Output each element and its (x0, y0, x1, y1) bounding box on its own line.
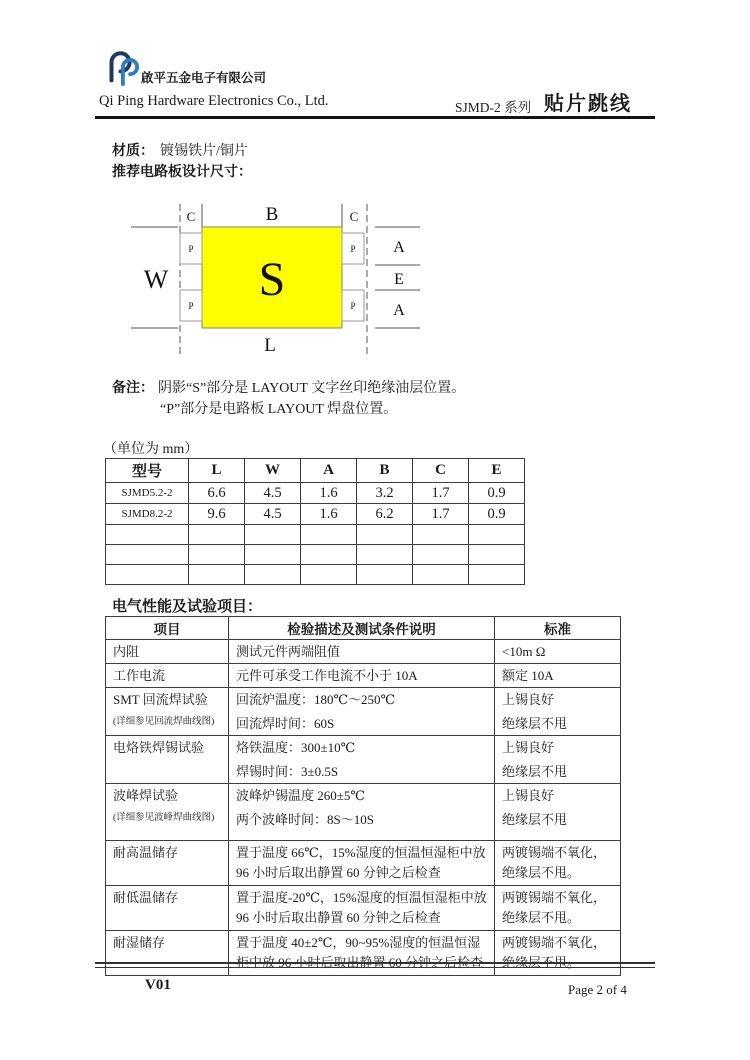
value-cell: 1.7 (413, 483, 469, 504)
col-header: L (189, 459, 245, 483)
value-cell: 4.5 (245, 504, 301, 525)
table-row (106, 504, 525, 525)
table-row (106, 664, 621, 688)
empty-cell (469, 545, 525, 565)
dimension-table (105, 458, 525, 585)
value-cell: 6.2 (357, 504, 413, 525)
dim-label-l: L (264, 335, 276, 356)
header-rule (95, 116, 655, 119)
version-label: V01 (145, 977, 171, 993)
unit-note: （单位为 mm） (103, 442, 199, 457)
desc-cell (229, 688, 495, 736)
pcb-layout-diagram (118, 196, 440, 364)
table-row-empty (106, 525, 525, 545)
col-header: 检验描述及测试条件说明 (229, 617, 495, 640)
empty-cell (106, 565, 189, 585)
std-cell (495, 784, 621, 841)
empty-cell (189, 545, 245, 565)
model-cell: SJMD8.2-2 (106, 504, 189, 525)
std-cell (495, 688, 621, 736)
empty-cell (301, 525, 357, 545)
col-header: C (413, 459, 469, 483)
item-cell (106, 736, 229, 784)
empty-cell (357, 565, 413, 585)
desc-cell (229, 736, 495, 784)
value-cell: 6.6 (189, 483, 245, 504)
remark-line-2: “P”部分是电路板 LAYOUT 焊盘位置。 (160, 402, 398, 417)
desc-text: 置于温度-20℃，15%湿度的恒温恒湿柜中放 96 小时后取出静置 60 分钟之后检查 (236, 890, 487, 925)
table-header-row (106, 459, 525, 483)
desc-text: 元件可承受工作电流不小于 10A (236, 668, 418, 683)
company-name-en: Qi Ping Hardware Electronics Co., Ltd. (99, 93, 329, 109)
table-row-empty (106, 565, 525, 585)
item-cell (106, 841, 229, 886)
empty-cell (301, 565, 357, 585)
std-cell (495, 841, 621, 886)
material-value: 镀锡铁片/铜片 (160, 144, 248, 159)
std-text: 上锡良好 (502, 788, 555, 803)
empty-cell (245, 545, 301, 565)
silkscreen-label: S (258, 253, 286, 306)
table-row (106, 931, 621, 976)
value-cell: 1.6 (301, 483, 357, 504)
desc-text: 烙铁温度：300±10℃ (236, 740, 356, 755)
std-text: 上锡良好 (502, 740, 555, 755)
pad-label: P (188, 301, 194, 311)
table-row (106, 688, 621, 736)
item-text: 波峰焊试验 (113, 788, 179, 803)
desc-cell (229, 664, 495, 688)
std-cell (495, 640, 621, 664)
series-label: SJMD-2 系列 (455, 100, 532, 115)
table-row-empty (106, 545, 525, 565)
page-number: Page 2 of 4 (568, 982, 627, 997)
dim-label-a: A (393, 239, 405, 256)
table-row (106, 640, 621, 664)
item-note: (详细参见回流焊曲线图) (113, 717, 215, 727)
std-cell (495, 736, 621, 784)
dim-label-b: B (265, 204, 279, 225)
value-cell: 1.7 (413, 504, 469, 525)
pcb-design-heading: 推荐电路板设计尺寸： (112, 165, 252, 180)
item-cell (106, 886, 229, 931)
item-text: 耐低温储存 (113, 890, 179, 905)
remark-line-1 (112, 377, 465, 397)
table-row (106, 736, 621, 784)
desc-text: 置于温度 40±2℃，90~95%湿度的恒温恒湿柜中放 96 小时后取出静置 60 分钟之后检查 (236, 935, 484, 970)
empty-cell (469, 525, 525, 545)
remark-text-1: 阴影“S”部分是 LAYOUT 文字丝印绝缘油层位置。 (158, 381, 466, 396)
empty-cell (357, 545, 413, 565)
empty-cell (245, 565, 301, 585)
value-cell: 0.9 (469, 483, 525, 504)
std-text: 额定 10A (502, 668, 554, 683)
desc-cell (229, 784, 495, 841)
dim-label-a: A (393, 302, 405, 319)
empty-cell (106, 525, 189, 545)
table-row (106, 841, 621, 886)
std-cell (495, 664, 621, 688)
footer-rule (95, 962, 655, 968)
item-text: 工作电流 (113, 668, 166, 683)
table-header-row (106, 617, 621, 640)
empty-cell (245, 525, 301, 545)
empty-cell (469, 565, 525, 585)
empty-cell (189, 525, 245, 545)
material-line (112, 140, 248, 160)
std-text: 上锡良好 (502, 692, 555, 707)
desc-text: 焊锡时间：3±0.5S (236, 764, 339, 779)
empty-cell (413, 565, 469, 585)
empty-cell (357, 525, 413, 545)
std-text: 绝缘层不甩 (502, 764, 568, 779)
company-name-cn: 啟平五金电子有限公司 (141, 71, 267, 85)
value-cell: 0.9 (469, 504, 525, 525)
desc-text: 测试元件两端阻值 (236, 644, 341, 659)
item-cell (106, 931, 229, 976)
value-cell: 1.6 (301, 504, 357, 525)
company-logo-icon (102, 49, 140, 87)
desc-text: 回流炉温度：180℃～250℃ (236, 692, 396, 707)
desc-cell (229, 886, 495, 931)
std-text: 绝缘层不甩 (502, 716, 568, 731)
desc-text: 两个波峰时间：8S～10S (236, 812, 374, 827)
col-header: 型号 (106, 459, 189, 483)
value-cell: 3.2 (357, 483, 413, 504)
dim-label-c: C (186, 209, 196, 224)
col-header: A (301, 459, 357, 483)
table-row (106, 886, 621, 931)
std-cell (495, 931, 621, 976)
item-text: 耐高温储存 (113, 845, 179, 860)
empty-cell (301, 545, 357, 565)
empty-cell (413, 545, 469, 565)
item-cell (106, 688, 229, 736)
std-text: 两镀锡端不氧化，绝缘层不甩。 (502, 935, 607, 970)
std-text: <10m Ω (502, 644, 546, 659)
desc-text: 回流焊时间：60S (236, 716, 335, 731)
desc-cell (229, 640, 495, 664)
dim-label-e: E (394, 271, 404, 288)
pad-label: P (350, 244, 356, 254)
col-header: E (469, 459, 525, 483)
desc-cell (229, 841, 495, 886)
value-cell: 9.6 (189, 504, 245, 525)
table-row (106, 784, 621, 841)
dim-label-c: C (349, 209, 359, 224)
item-text: 内阻 (113, 644, 140, 659)
item-note: (详细参见波峰焊曲线图) (113, 813, 215, 823)
std-text: 两镀锡端不氧化，绝缘层不甩。 (502, 845, 607, 880)
desc-text: 波峰炉锡温度 260±5℃ (236, 788, 365, 803)
product-title: 贴片跳线 (544, 93, 632, 115)
std-text: 绝缘层不甩 (502, 812, 568, 827)
desc-text: 置于温度 66℃，15%湿度的恒温恒湿柜中放 96 小时后取出静置 60 分钟之后检查 (236, 845, 486, 880)
col-header: W (245, 459, 301, 483)
col-header: B (357, 459, 413, 483)
std-text: 两镀锡端不氧化，绝缘层不甩。 (502, 890, 607, 925)
pad-label: P (188, 244, 194, 254)
material-label: 材质： (112, 144, 154, 159)
item-cell (106, 784, 229, 841)
desc-cell (229, 931, 495, 976)
electrical-table (105, 616, 621, 976)
item-cell (106, 664, 229, 688)
value-cell: 4.5 (245, 483, 301, 504)
empty-cell (189, 565, 245, 585)
empty-cell (413, 525, 469, 545)
item-text: 电烙铁焊锡试验 (113, 740, 205, 755)
model-cell: SJMD5.2-2 (106, 483, 189, 504)
item-cell (106, 640, 229, 664)
std-cell (495, 886, 621, 931)
item-text: SMT 回流焊试验 (113, 692, 208, 707)
col-header: 项目 (106, 617, 229, 640)
empty-cell (106, 545, 189, 565)
electrical-heading: 电气性能及试验项目： (112, 599, 263, 615)
table-row (106, 483, 525, 504)
remark-label: 备注： (112, 381, 154, 396)
col-header: 标准 (495, 617, 621, 640)
item-text: 耐湿储存 (113, 935, 166, 950)
pad-label: P (350, 301, 356, 311)
dim-label-w: W (143, 265, 169, 294)
